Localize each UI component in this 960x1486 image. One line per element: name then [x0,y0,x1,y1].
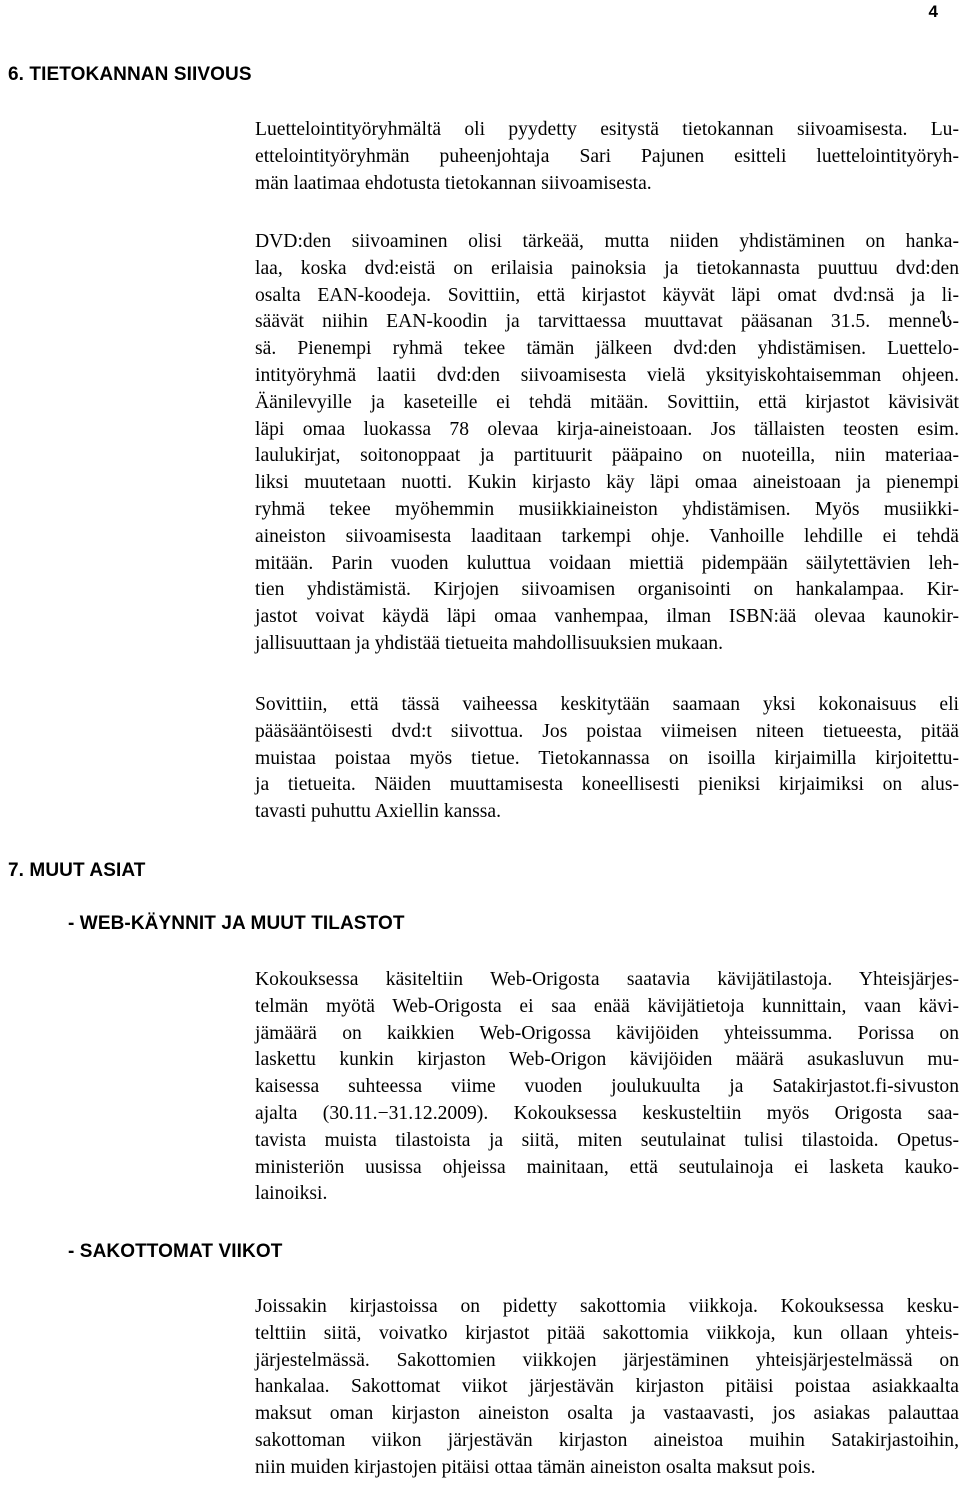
text-line: intityöryhmä laatii dvd:den siivoamisesta vielä yksityiskohtaisemman ohjeen. [255,364,959,386]
text-line: aineiston siivoamisesta laaditaan tarkempi ohje. Vanhoille lehdille ei tehdä [255,525,959,547]
text-line: jämäärä on kaikkien Web-Origossa kävijöiden yhteissumma. Porissa on [255,1022,959,1044]
text-line: järjestelmässä. Sakottomien viikkojen järjestäminen yhteisjärjestelmässä on [255,1349,959,1371]
text-line: säävät niihin EAN-koodin ja tarvittaessa muuttavat pääsanan 31.5. menneს- [255,311,959,333]
text-line: maksut oman kirjaston aineiston osalta ja vastaavasti, jos asiakas palauttaa [255,1403,959,1425]
text-line: DVD:den siivoaminen olisi tärkeää, mutta niiden yhdistäminen on hanka- [255,231,959,252]
text-line: kaisessa suhteessa viime vuoden joulukuulta ja Satakirjastot.fi-sivuston [255,1076,959,1098]
text-line: jastot voivat käydä läpi omaa vanhempaa, ilman ISBN:ää olevaa kaunokir- [255,606,959,628]
text-line: niin muiden kirjastojen pitäisi ottaa tämän aineiston osalta maksut pois. [255,1456,816,1478]
text-line: Äänilevyille ja kaseteille ei tehdä mitään. Sovittiin, että kirjastot kävisivät [255,391,959,413]
text-line: tien yhdistämistä. Kirjojen siivoamisen organisointi on hankalampaa. Kir- [255,579,959,601]
text-line: Sovittiin, että tässä vaiheessa keskitytään saamaan yksi kokonaisuus eli [255,694,959,715]
text-line: ajalta (30.11.−31.12.2009). Kokouksessa keskusteltiin myös Origosta saa- [255,1102,959,1124]
text-line: Joissakin kirjastoissa on pidetty sakottomia viikkoja. Kokouksessa kesku- [255,1296,959,1317]
text-line: telttiin siitä, voivatko kirjastot pitää sakottomia viikkoja, kun ollaan yhteis- [255,1322,959,1344]
subsection-web-visits-heading: - WEB-KÄYNNIT JA MUUT TILASTOT [68,913,405,934]
text-line: ryhmä tekee myöhemmin musiikkiaineiston yhdistämisen. Myös musiikki- [255,498,959,520]
text-line: lainoiksi. [255,1183,328,1205]
fine-free-weeks-paragraph [255,1294,959,1482]
text-line: laulukirjat, soitonoppaat ja partituurit pääpaino on nuoteilla, niin materiaa- [255,445,959,467]
text-line: jallisuuttaan ja yhdistää tietueita mahdollisuuksien mukaan. [255,632,723,654]
text-line: män laatimaa ehdotusta tietokannan siivoamisesta. [255,172,652,194]
text-line: sakottoman viikon järjestävän kirjaston aineistoa muihin Satakirjastoihin, [255,1429,959,1451]
section-6-paragraph-2 [255,229,959,658]
text-line: tavista muista tilastoista ja siitä, miten seutulainat tulisi tilastoida. Opetus- [255,1129,959,1151]
text-line: ettelointityöryhmän puheenjohtaja Sari Pajunen esitteli luettelointityöryh- [255,145,959,167]
text-line: laskettu kunkin kirjaston Web-Origon kävijöiden määrä asukasluvun mu- [255,1049,959,1071]
text-line: muistaa poistaa myös tietue. Tietokannassa on isoilla kirjaimilla kirjoitettu- [255,747,959,769]
text-line: Kokouksessa käsiteltiin Web-Origosta saatavia kävijätilastoja. Yhteisjärjes- [255,969,959,990]
text-line: ja tietueita. Näiden muuttamisesta koneellisesti pieniksi kirjaimiksi on alus- [255,774,959,796]
section-6-heading: 6. TIETOKANNAN SIIVOUS [8,64,252,85]
text-line: pääsääntöisesti dvd:t siivottua. Jos poistaa viimeisen niteen tietueesta, pitää [255,720,959,742]
text-line: osalta EAN-koodeja. Sovittiin, että kirjastot käyvät läpi omat dvd:nsä ja li- [255,284,959,306]
text-line: liksi muutetaan nuotti. Kukin kirjasto käy läpi omaa aineistoaan ja pienempi [255,472,959,494]
text-line: telmän myötä Web-Origosta ei saa enää kävijätietoja kunnittain, vaan kävi- [255,995,959,1017]
text-line: läpi omaa luokassa 78 olevaa kirja-aineistoaan. Jos tällaisten teosten esim. [255,418,959,440]
text-line: hankalaa. Sakottomat viikot järjestävän kirjaston pitäisi poistaa asiakkaalta [255,1376,959,1398]
subsection-fine-free-weeks-heading: - SAKOTTOMAT VIIKOT [68,1241,283,1262]
text-line: mitään. Parin vuoden kuluttua voidaan miettiä pidempään säilytettävien leh- [255,552,959,574]
section-7-heading: 7. MUUT ASIAT [8,860,146,881]
text-line: sä. Pienempi ryhmä tekee tämän jälkeen dvd:den yhdistämisen. Luettelo- [255,338,959,360]
web-visits-paragraph [255,967,959,1208]
text-line: ministeriön uusissa ohjeissa mainitaan, että seutulainoja ei lasketa kauko- [255,1156,959,1178]
section-6-paragraph-3 [255,692,959,826]
text-line: tavasti puhuttu Axiellin kanssa. [255,801,501,823]
text-line: Luettelointityöryhmältä oli pyydetty esitystä tietokannan siivoamisesta. Lu- [255,119,959,140]
page-number: 4 [928,2,938,21]
section-6-paragraph-1 [255,117,959,197]
text-line: laa, koska dvd:eistä on erilaisia painoksia ja tietokannasta puuttuu dvd:den [255,257,959,279]
